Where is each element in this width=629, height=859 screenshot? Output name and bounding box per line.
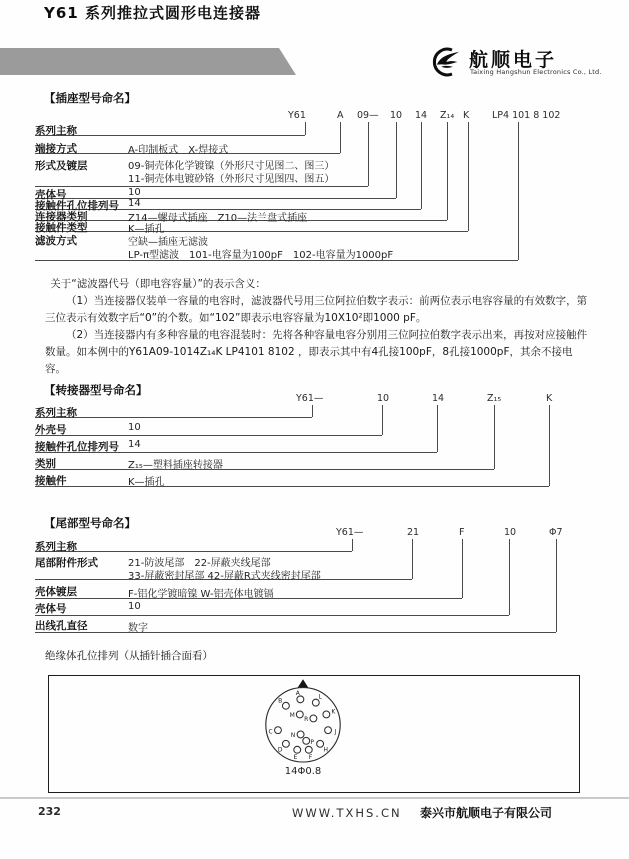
pin-label: R <box>304 715 309 723</box>
row-desc: A-印制板式 X-焊接式 <box>128 145 229 156</box>
row-label: 外壳号 <box>35 424 67 436</box>
connector-caption: 14Φ0.8 <box>284 766 322 777</box>
connector-line <box>468 122 469 231</box>
note-item-1: （1）当连接器仅装单一容量的电容时，滤波器代号用三位阿拉伯数字表示：前两位表示电容容量的有效数字，第三位表示有效数字后“0”的个数。如“102”即表示电容容量为10X10²即1000 pF。 <box>45 295 588 324</box>
adapter-code-contact: K <box>546 393 553 404</box>
connector-line <box>437 405 438 452</box>
socket-code-termination: A <box>337 110 344 121</box>
pin-label: M <box>289 711 295 719</box>
brand-subtitle: Taixing Hangshun Electronics Co., Ltd. <box>470 68 602 76</box>
section-title-socket: 【插座型号命名】 <box>44 91 136 105</box>
insulator-section-title: 绝缘体孔位排列（从插针插合面看） <box>45 650 213 662</box>
tail-code-plating: F <box>459 527 465 538</box>
row-label: 滤波方式 <box>35 235 77 247</box>
connector-line <box>509 539 510 615</box>
adapter-code-shell: 10 <box>377 393 390 404</box>
adapter-code-class: Z₁₅ <box>487 393 502 404</box>
title-banner <box>0 48 296 75</box>
row-rule <box>35 632 556 633</box>
row-rule <box>35 186 368 187</box>
connector-line <box>462 539 463 598</box>
row-label: 端接方式 <box>35 143 77 155</box>
connector-face-diagram <box>255 672 351 776</box>
connector-line <box>518 122 519 260</box>
socket-code-filter: LP4 101 8 102 <box>492 110 561 121</box>
row-desc: 10 <box>128 601 141 612</box>
pin-label: C <box>268 728 273 736</box>
row-desc: K—插孔 <box>128 224 165 235</box>
pin-label: F <box>308 753 313 761</box>
row-desc: 数字 <box>128 623 148 634</box>
socket-code-class: Z₁₄ <box>440 110 455 121</box>
row-label: 壳体镀层 <box>35 586 77 598</box>
connector-line <box>340 122 341 153</box>
connector-line <box>494 405 495 469</box>
brand-name: 航顺电子 <box>469 49 558 71</box>
row-desc: LP-π型滤波 101-电容量为100pF 102-电容量为1000pF <box>128 250 394 261</box>
adapter-code-arrangement: 14 <box>432 393 445 404</box>
row-rule <box>35 231 468 232</box>
section-title-adapter: 【转接器型号命名】 <box>44 383 148 397</box>
row-desc: 09-铜壳体化学镀镍（外形尺寸见图二、图三） <box>128 161 335 172</box>
connector-line <box>412 539 413 579</box>
row-desc: 10 <box>128 422 141 433</box>
connector-line <box>352 539 353 551</box>
page-title: Y61 系列推拉式圆形电连接器 <box>44 4 261 22</box>
row-label: 壳体号 <box>35 603 67 615</box>
row-rule <box>35 469 494 470</box>
connector-line <box>421 122 422 209</box>
socket-code-arrangement: 14 <box>415 110 428 121</box>
pin-label: D <box>277 746 283 754</box>
note-intro: 关于“滤波器代号（即电容容量）”的表示含义： <box>50 278 266 290</box>
socket-code-shell: 10 <box>390 110 403 121</box>
note-item-2: （2）当连接器内有多种容量的电容混装时：先将各种容量电容分别用三位阿拉伯数字表示出来，再按对应接触件数量。如本例中的Y61A09-1014Z₁₄K LP4101 8102 ，即表示其中有4孔接100pF，8孔接1000pF，其余不接电容。 <box>45 329 588 375</box>
connector-line <box>305 122 306 135</box>
row-label: 形式及镀层 <box>35 160 88 172</box>
row-rule <box>35 615 509 616</box>
pin-label: E <box>293 753 298 761</box>
row-rule <box>35 435 382 436</box>
key-triangle-icon <box>297 679 308 688</box>
row-desc: 空缺—插座无滤波 <box>128 237 208 248</box>
eagle-logo-icon <box>425 46 463 78</box>
row-rule <box>35 551 352 552</box>
footer-rule <box>0 797 629 799</box>
page-number: 232 <box>38 805 61 818</box>
pin-label: A <box>295 690 300 698</box>
connector-line <box>382 405 383 435</box>
connector-line <box>368 122 369 186</box>
row-label: 系列主称 <box>35 541 77 553</box>
row-label: 接触件类型 <box>35 222 88 234</box>
connector-line <box>549 405 550 486</box>
tail-code-hole-dia: Φ7 <box>549 527 563 538</box>
row-desc: F-铝化学镀暗镍 W-铝壳体电镀镉 <box>128 589 274 600</box>
row-label: 连接器类别 <box>35 211 88 223</box>
adapter-code-series: Y61— <box>296 393 324 404</box>
row-desc: 33-屏蔽密封尾部 42-屏蔽R式夹线密封尾部 <box>128 571 321 582</box>
row-label: 系列主称 <box>35 407 77 419</box>
row-label: 接触件孔位排列号 <box>35 200 119 212</box>
connector-line <box>447 122 448 220</box>
socket-code-contact: K <box>463 110 470 121</box>
section-title-tail: 【尾部型号命名】 <box>44 516 136 530</box>
connector-line <box>396 122 397 198</box>
footer-company: 泰兴市航顺电子有限公司 <box>420 806 553 820</box>
tail-code-shell: 10 <box>504 527 517 538</box>
row-desc: 21-防波尾部 22-屏蔽夹线尾部 <box>128 558 271 569</box>
row-label: 接触件 <box>35 475 67 487</box>
row-label: 接触件孔位排列号 <box>35 441 119 453</box>
row-label: 类别 <box>35 458 56 470</box>
pin-label: K <box>331 708 336 716</box>
row-desc: 14 <box>128 198 141 209</box>
company-logo <box>425 45 605 79</box>
row-label: 尾部附件形式 <box>35 557 98 569</box>
filter-code-note <box>45 276 590 378</box>
row-desc: 11-铜壳体电镀砂铬（外形尺寸见图四、图五） <box>128 174 335 185</box>
footer-website: WWW.TXHS.CN <box>292 806 402 820</box>
connector-line <box>312 405 313 417</box>
row-label: 系列主称 <box>35 125 77 137</box>
connector-line <box>556 539 557 632</box>
row-desc: K—插孔 <box>128 477 165 488</box>
row-desc: 10 <box>128 187 141 198</box>
row-desc: Z14—螺母式插座 Z10—法兰盘式插座 <box>128 213 308 224</box>
pin-label: L <box>318 693 322 701</box>
socket-code-series: Y61 <box>288 110 306 121</box>
row-desc: Z₁₅—塑料插座转接器 <box>128 460 223 471</box>
tail-code-accessory: 21 <box>407 527 420 538</box>
row-rule <box>35 486 549 487</box>
pin-label: P <box>310 739 315 746</box>
pin-label: J <box>334 728 337 736</box>
row-label: 壳体号 <box>35 189 67 201</box>
socket-code-form: 09— <box>357 110 379 121</box>
pin-label: N <box>290 731 296 739</box>
pin-label: B <box>278 697 283 705</box>
row-label: 出线孔直径 <box>35 620 88 632</box>
tail-code-series: Y61— <box>336 527 364 538</box>
row-desc: 14 <box>128 439 141 450</box>
pin-label: H <box>323 746 329 754</box>
